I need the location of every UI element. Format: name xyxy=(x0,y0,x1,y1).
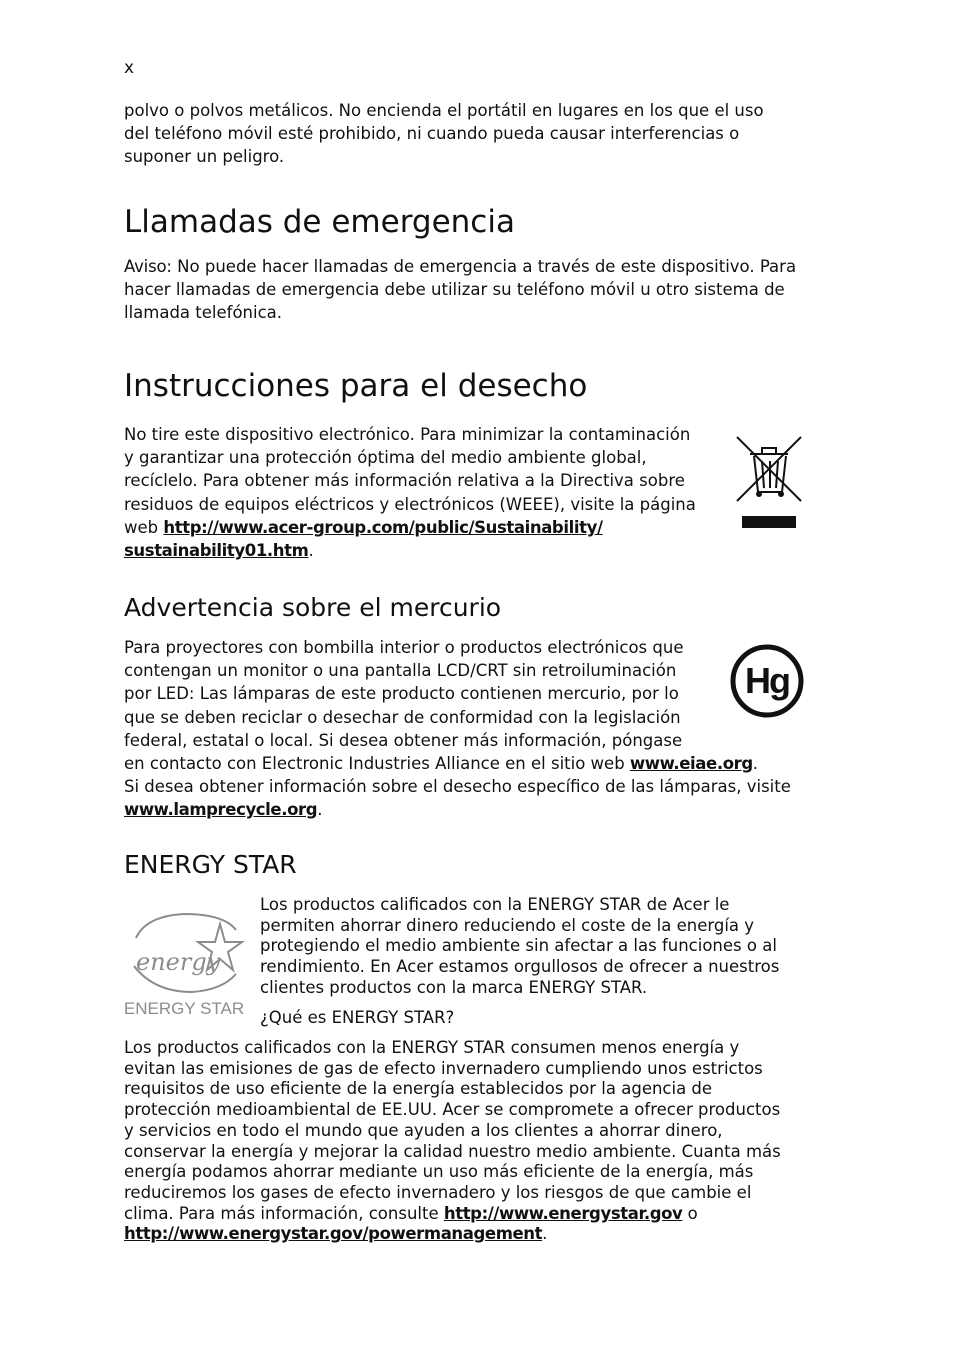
energy-star-heading: ENERGY STAR xyxy=(124,850,297,879)
text-line: clientes productos con la marca ENERGY STAR. xyxy=(260,977,648,997)
text-line: llamada telefónica. xyxy=(124,303,283,323)
mercury-section xyxy=(124,592,814,624)
text-line: No tire este dispositivo electrónico. Para minimizar la contaminación xyxy=(124,425,691,444)
text-line: polvo o polvos metálicos. No encienda el portátil en lugares en los que el uso xyxy=(124,101,764,120)
text-line: protegiendo el medio ambiente sin afectar a las funciones o al xyxy=(260,936,777,956)
energy-star-body xyxy=(124,1038,824,1245)
intro-paragraph xyxy=(124,99,814,169)
emergency-heading: Llamadas de emergencia xyxy=(124,204,515,240)
energystar-powermanagement-link[interactable]: http://www.energystar.gov/powermanagement xyxy=(124,1224,543,1244)
text-line: por LED: Las lámparas de este producto contienen mercurio, por lo xyxy=(124,684,679,704)
text-line: protección medioambiental de EE.UU. Acer se compromete a ofrecer productos xyxy=(124,1100,781,1120)
text-span: en contacto con Electronic Industries Alliance en el sitio web xyxy=(124,754,630,774)
energy-star-question xyxy=(260,1008,810,1029)
energy-star-logo-icon xyxy=(124,908,246,1020)
text-line: del teléfono móvil esté prohibido, ni cuando pueda causar interferencias o xyxy=(124,124,740,144)
text-line: federal, estatal o local. Si desea obtener más información, póngase xyxy=(124,730,683,750)
text-span: : No puede hacer llamadas de emergencia a través de este dispositivo. Para xyxy=(166,257,797,276)
text-span: web xyxy=(124,517,164,537)
energy-star-intro xyxy=(260,895,810,999)
text-line xyxy=(124,1224,824,1245)
disposal-paragraph xyxy=(124,423,724,562)
text-line: rendimiento. En Acer estamos orgullosos de ofrecer a nuestros xyxy=(260,957,780,977)
text-line: permiten ahorrar dinero reduciendo el coste de la energía y xyxy=(260,915,755,935)
emergency-paragraph xyxy=(124,255,814,325)
text-line: reduciremos los gases de efecto invernadero y los riesgos de que cambie el xyxy=(124,1182,752,1202)
text-line xyxy=(124,752,824,775)
eiae-link[interactable]: www.eiae.org xyxy=(629,754,753,774)
text-line: Para proyectores con bombilla interior o productos electrónicos que xyxy=(124,638,684,657)
text-line: energía podamos ahorrar mediante un uso más eficiente de la energía, más xyxy=(124,1162,754,1182)
mercury-heading: Advertencia sobre el mercurio xyxy=(124,593,502,622)
mercury-paragraph xyxy=(124,636,824,822)
energy-script-text: energy xyxy=(136,948,221,976)
text-span: . xyxy=(752,754,759,774)
text-line: residuos de equipos eléctricos y electrónicos (WEEE), visite la página xyxy=(124,494,696,514)
disposal-heading: Instrucciones para el desecho xyxy=(124,368,588,404)
text-line: evitan las emisiones de gas de efecto invernadero cumpliendo unos estrictos xyxy=(124,1058,763,1078)
energy-star-section xyxy=(124,849,814,881)
weee-crossed-bin-icon xyxy=(734,434,804,530)
hg-symbol-text: Hg xyxy=(745,660,789,701)
text-line xyxy=(124,539,724,562)
text-line: ¿Qué es ENERGY STAR? xyxy=(260,1008,455,1027)
text-span: clima. Para más información, consulte xyxy=(124,1203,444,1223)
text-line xyxy=(124,255,814,278)
lamprecycle-link[interactable]: www.lamprecycle.org xyxy=(124,800,318,820)
energy-star-caption: ENERGY STAR xyxy=(124,999,245,1018)
text-line: suponer un peligro. xyxy=(124,147,285,167)
acer-sustainability-link[interactable]: http://www.acer-group.com/public/Sustainability/ xyxy=(163,517,603,537)
text-line: y servicios en todo el mundo que ayuden a los clientes a ahorrar dinero, xyxy=(124,1120,723,1140)
text-span: . xyxy=(542,1224,548,1244)
text-line: recíclelo. Para obtener más información relativa a la Directiva sobre xyxy=(124,471,685,491)
aviso-label: Aviso xyxy=(124,257,167,276)
text-line: contengan un monitor o una pantalla LCD/CRT sin retroiluminación xyxy=(124,661,677,681)
text-line: y garantizar una protección óptima del medio ambiente global, xyxy=(124,448,647,468)
energystar-link[interactable]: http://www.energystar.gov xyxy=(443,1203,683,1223)
text-line: requisitos de uso eficiente de la energía establecidos por la agencia de xyxy=(124,1079,713,1099)
text-span: . xyxy=(308,541,314,561)
emergency-section xyxy=(124,203,814,241)
text-line xyxy=(124,798,824,821)
text-span: . xyxy=(317,800,323,820)
text-line: Los productos calificados con la ENERGY STAR consumen menos energía y xyxy=(124,1038,740,1057)
text-span: o xyxy=(682,1203,698,1223)
text-line: hacer llamadas de emergencia debe utilizar su teléfono móvil u otro sistema de xyxy=(124,280,785,300)
text-line: conservar la energía y mejorar la calidad nuestro medio ambiente. Cuanta más xyxy=(124,1141,781,1161)
text-line: que se deben reciclar o desechar de conformidad con la legislación xyxy=(124,707,681,727)
disposal-section xyxy=(124,367,814,405)
acer-sustainability-link-cont[interactable]: sustainability01.htm xyxy=(124,541,309,561)
text-line xyxy=(124,1204,824,1225)
page-number: x xyxy=(124,58,135,78)
text-line: Si desea obtener información sobre el desecho específico de las lámparas, visite xyxy=(124,777,791,797)
text-line: Los productos calificados con la ENERGY STAR de Acer le xyxy=(260,895,730,914)
text-line xyxy=(124,516,724,539)
mercury-hg-icon xyxy=(729,643,805,719)
